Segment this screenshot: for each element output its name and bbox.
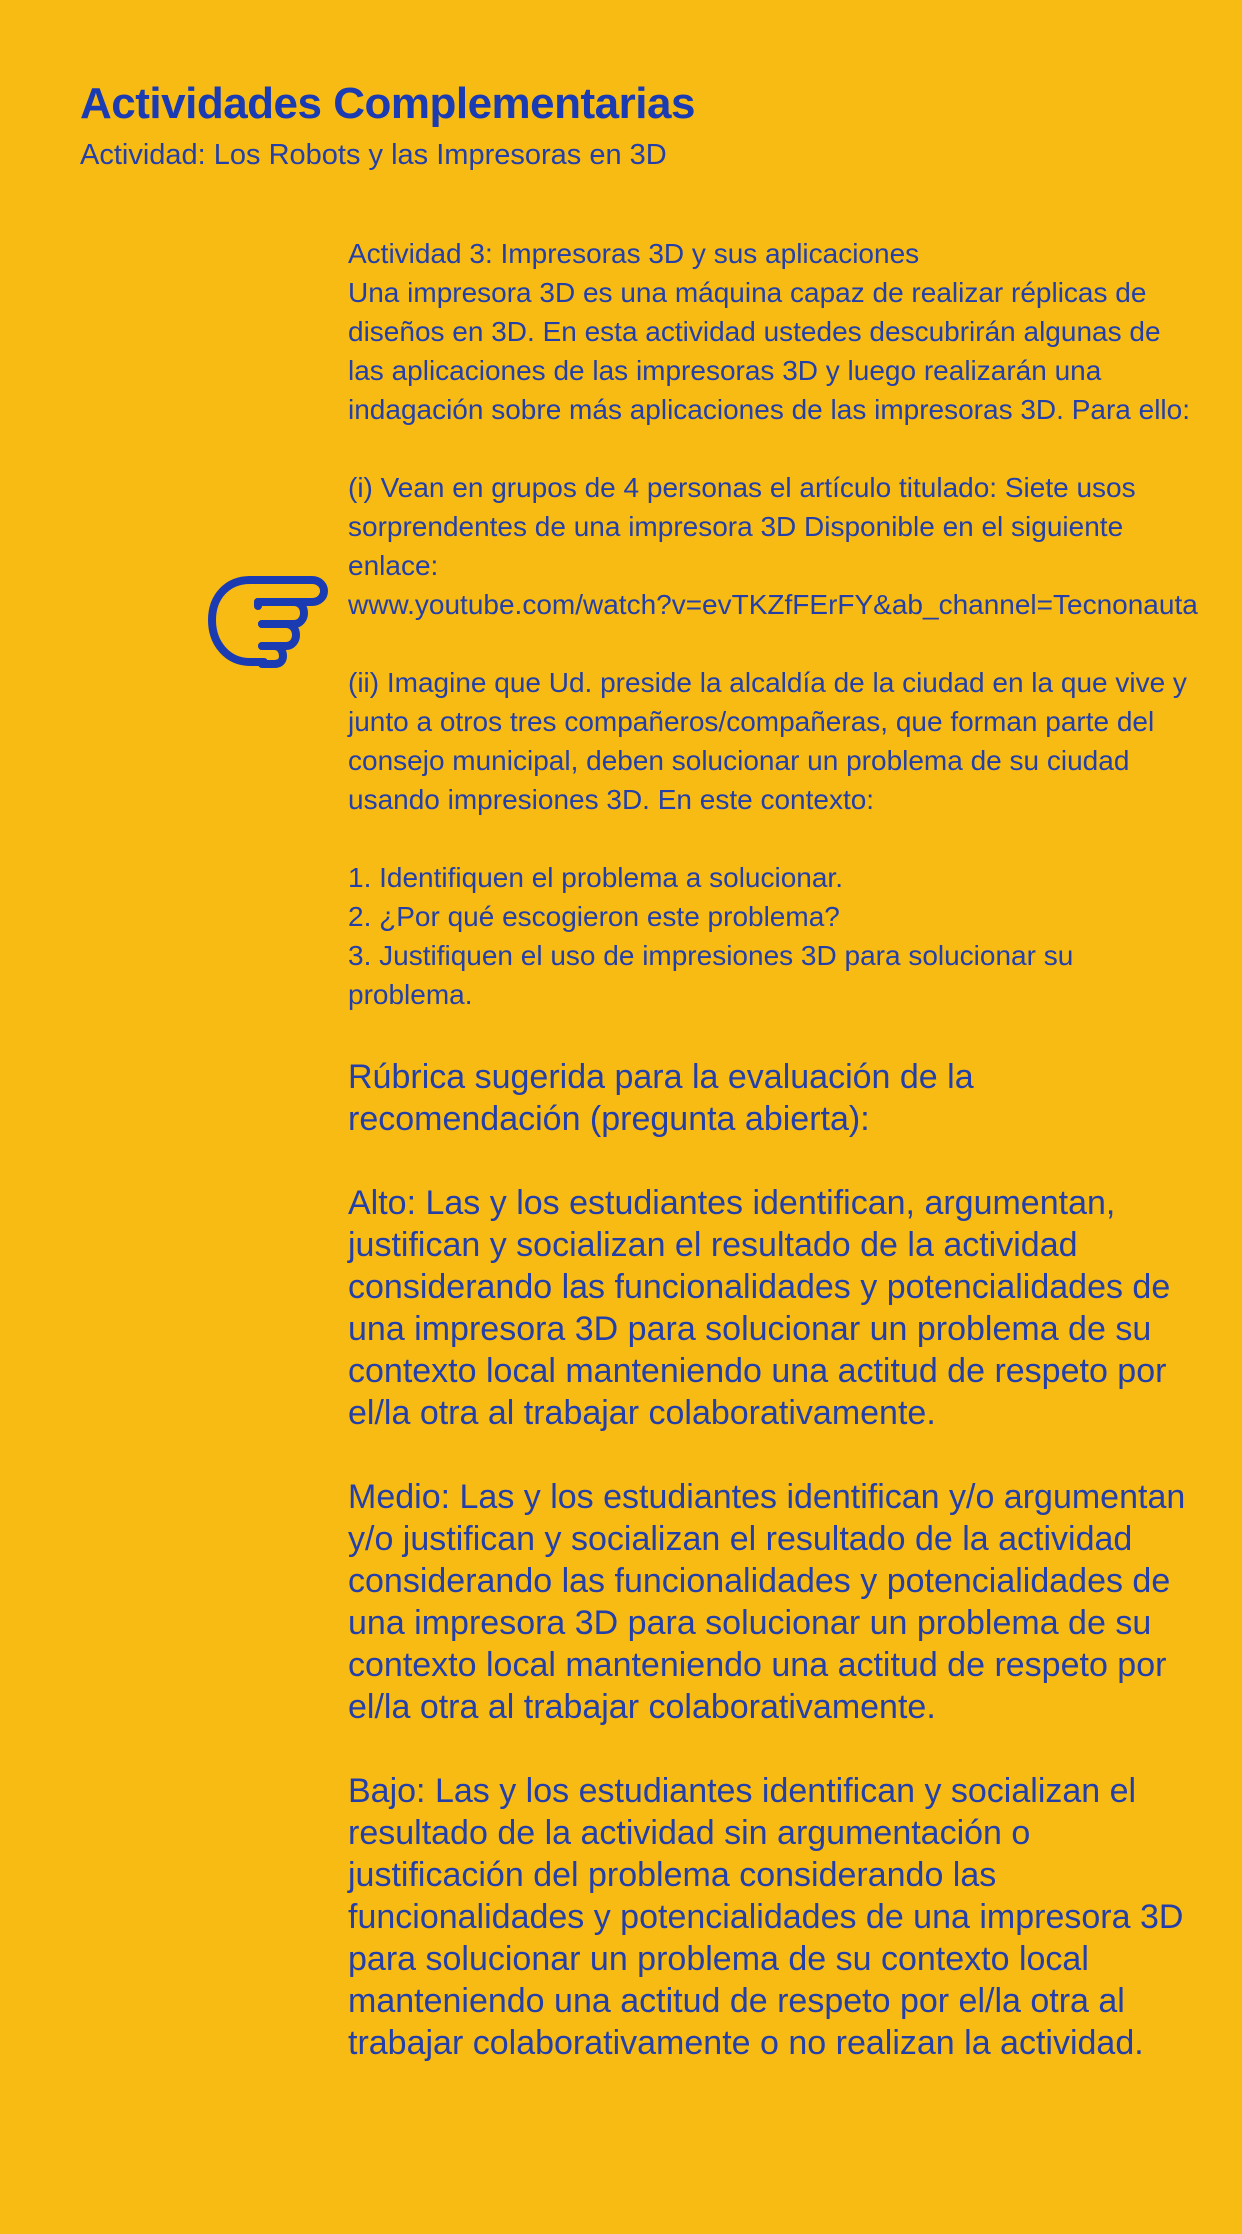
activity-section [348,234,1198,1014]
rubric-alto: Alto: Las y los estudiantes identifican, argumentan, justifican y socializan el resultado de la actividad considerando las funcionalidades y potencialidades de una impresora 3D para solucionar un problema de su contexto local manteniendo una actitud de respeto por el/la otra al trabajar colaborativamente. [348,1184,1171,1432]
video-link[interactable]: www.youtube.com/watch?v=evTKZfFErFY&ab_channel=Tecnonauta [348,589,1198,620]
rubric-medio: Medio: Las y los estudiantes identifican y/o argumentan y/o justifican y socializan el resultado de la actividad considerando las funcionalidades y potencialidades de una impresora 3D para solucionar un problema de su contexto local manteniendo una actitud de respeto por el/la otra al trabajar colaborativamente. [348,1478,1186,1726]
activity-step-i: (i) Vean en grupos de 4 personas el artículo titulado: Siete usos sorprendentes de una impresora 3D Disponible en el siguiente enlace: [348,472,1136,581]
page-title: Actividades Complementarias [80,79,695,128]
rubric-section [348,1056,1198,2064]
activity-intro: Una impresora 3D es una máquina capaz de realizar réplicas de diseños en 3D. En esta actividad ustedes descubrirán algunas de las aplicaciones de las impresoras 3D y luego realizarán una indagación sobre más aplicaciones de las impresoras 3D. Para ello: [348,277,1190,425]
pointing-hand-icon [206,572,330,672]
activity-step-ii: (ii) Imagine que Ud. preside la alcaldía de la ciudad en la que vive y junto a otros tres compañeros/compañeras, que forman parte del consejo municipal, deben solucionar un problema de su ciudad usando impresiones 3D. En este contexto: [348,667,1187,815]
activity-heading: Actividad 3: Impresoras 3D y sus aplicaciones [348,238,920,269]
activity-content [348,234,1198,2064]
question-item: 2. ¿Por qué escogieron este problema? [348,901,840,932]
rubric-title: Rúbrica sugerida para la evaluación de la recomendación (pregunta abierta): [348,1058,974,1138]
question-item: 1. Identifiquen el problema a solucionar. [348,862,843,893]
page-subtitle: Actividad: Los Robots y las Impresoras en 3D [80,139,667,171]
rubric-bajo: Bajo: Las y los estudiantes identifican y socializan el resultado de la actividad sin argumentación o justificación del problema considerando las funcionalidades y potencialidades de una impresora 3D para solucionar un problema de su contexto local manteniendo una actitud de respeto por el/la otra al trabajar colaborativamente o no realizan la actividad. [348,1772,1184,2062]
question-item: 3. Justifiquen el uso de impresiones 3D para solucionar su problema. [348,940,1074,1010]
